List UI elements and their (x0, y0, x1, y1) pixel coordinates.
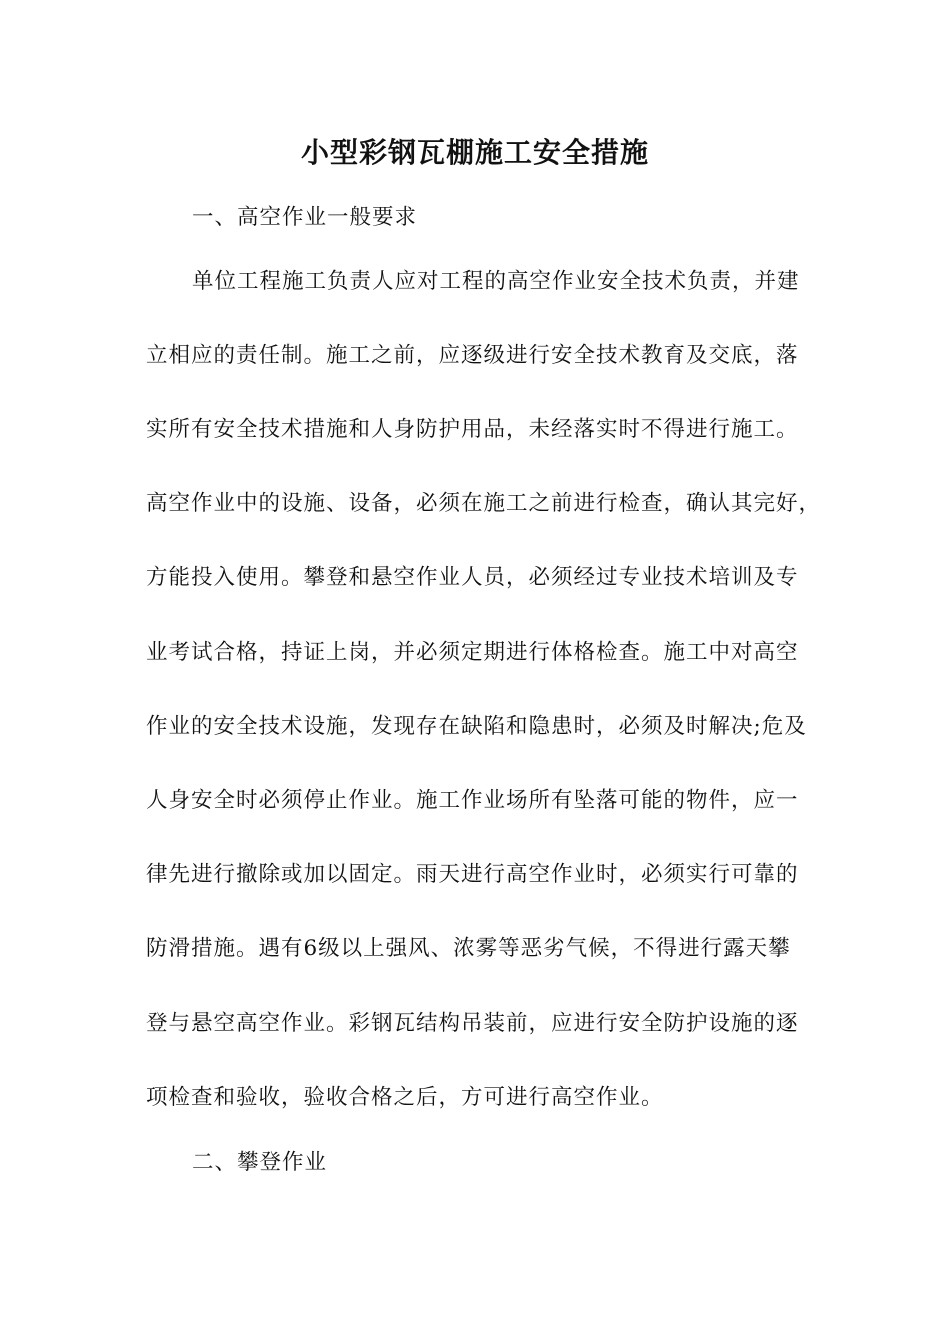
document-title: 小型彩钢瓦棚施工安全措施 (300, 136, 649, 169)
paragraph-line-11: 登与悬空高空作业。彩钢瓦结构吊装前，应进行安全防护设施的逐 (146, 1011, 799, 1036)
paragraph-line-3: 实所有安全技术措施和人身防护用品，未经落实时不得进行施工。 (146, 417, 799, 442)
paragraph-line-9: 律先进行撤除或加以固定。雨天进行高空作业时，必须实行可靠的 (146, 862, 799, 887)
paragraph-line-10: 防滑措施。遇有6级以上强风、浓雾等恶劣气候，不得进行露天攀 (146, 936, 791, 961)
paragraph-line-8: 人身安全时必须停止作业。施工作业场所有坠落可能的物件，应一 (146, 788, 799, 813)
paragraph-line-4: 高空作业中的设施、设备，必须在施工之前进行检查，确认其完好， (146, 491, 822, 516)
paragraph-line-7: 作业的安全技术设施，发现存在缺陷和隐患时，必须及时解决;危及 (146, 714, 807, 739)
paragraph-line-2: 立相应的责任制。施工之前，应逐级进行安全技术教育及交底，落 (146, 343, 799, 368)
paragraph-line-6: 业考试合格，持证上岗，并必须定期进行体格检查。施工中对高空 (146, 640, 799, 665)
section-heading-1: 一、高空作业一般要求 (192, 205, 418, 230)
paragraph-line-1: 单位工程施工负责人应对工程的高空作业安全技术负责，并建 (192, 269, 800, 294)
paragraph-line-12: 项检查和验收，验收合格之后，方可进行高空作业。 (146, 1085, 664, 1110)
paragraph-line-5: 方能投入使用。攀登和悬空作业人员，必须经过专业技术培训及专 (146, 565, 799, 590)
section-heading-2: 二、攀登作业 (192, 1150, 328, 1175)
